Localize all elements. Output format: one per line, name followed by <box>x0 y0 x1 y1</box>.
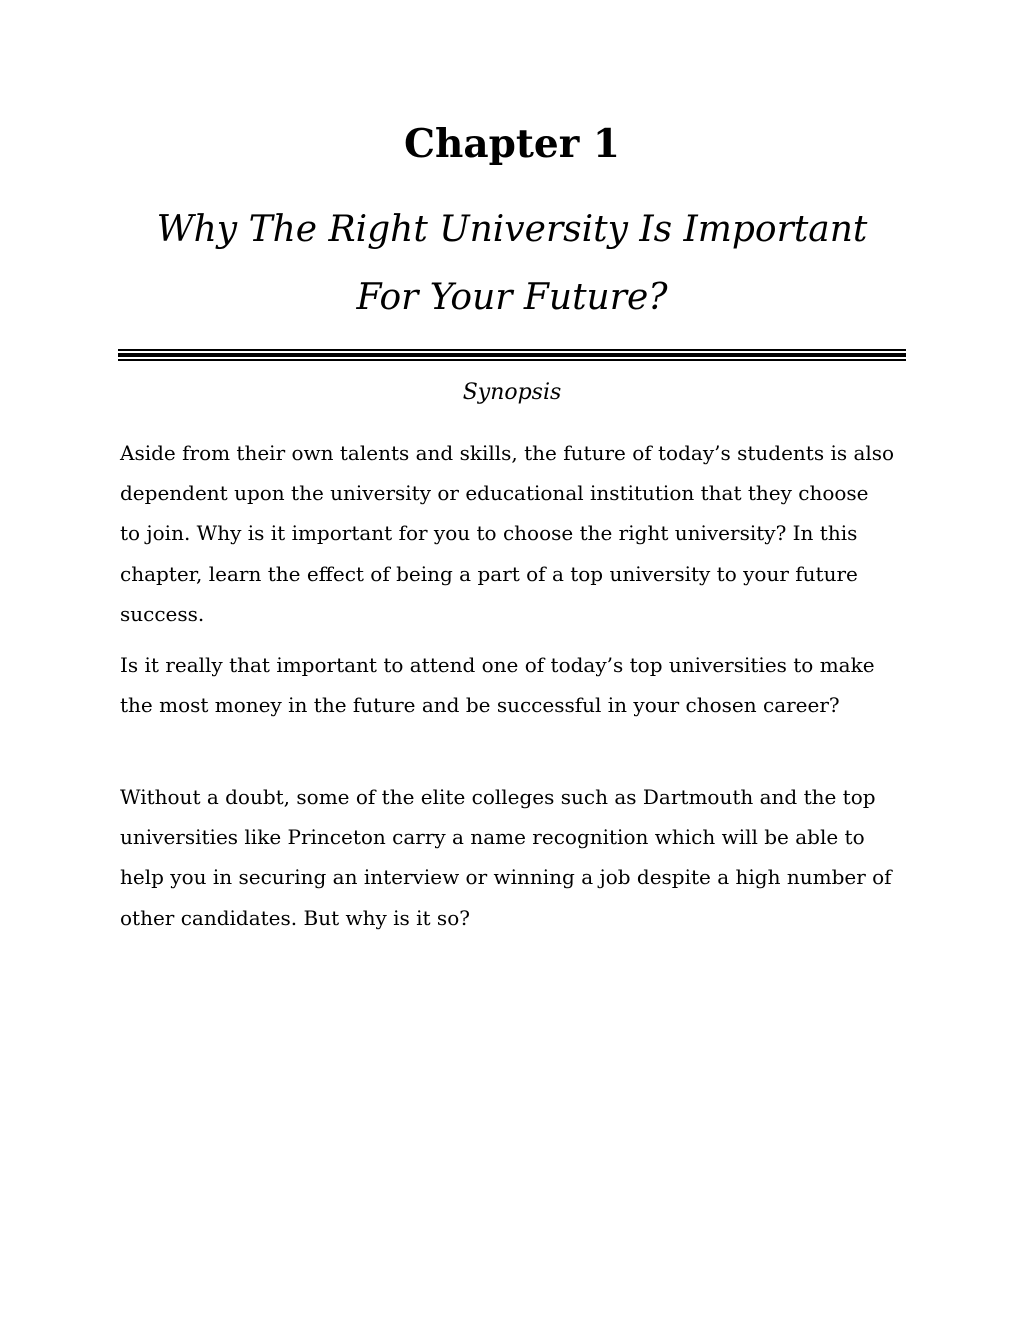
divider-rule-top <box>118 349 906 351</box>
paragraph-line: help you in securing an interview or winning a job despite a high number of <box>120 865 892 890</box>
chapter-heading: Chapter 1 <box>403 121 621 167</box>
chapter-title-line: For Your Future? <box>356 277 668 318</box>
paragraph-line: success. <box>120 601 205 626</box>
paragraph-line: the most money in the future and be successful in your chosen career? <box>120 693 840 718</box>
paragraph-line: chapter, learn the effect of being a part of a top university to your future <box>120 561 858 586</box>
chapter-title <box>100 196 924 332</box>
paragraph-1 <box>120 433 910 634</box>
paragraph-line: universities like Princeton carry a name recognition which will be able to <box>120 825 865 850</box>
paragraph-line: Aside from their own talents and skills, the future of today’s students is also <box>120 441 895 465</box>
divider-rule-middle <box>118 353 906 357</box>
paragraph-line: dependent upon the university or educational institution that they choose <box>120 481 869 506</box>
divider-rule-bottom <box>118 359 906 361</box>
synopsis-label: Synopsis <box>462 380 562 405</box>
paragraph-line: to join. Why is it important for you to choose the right university? In this <box>120 521 858 546</box>
paragraph-line: Is it really that important to attend one of today’s top universities to make <box>120 653 875 677</box>
paragraph-line: Without a doubt, some of the elite colleges such as Dartmouth and the top <box>120 785 876 809</box>
paragraph-3 <box>120 777 910 938</box>
paragraph-2 <box>120 645 910 725</box>
paragraph-line: other candidates. But why is it so? <box>120 905 470 930</box>
chapter-title-line: Why The Right University Is Important <box>156 209 868 250</box>
